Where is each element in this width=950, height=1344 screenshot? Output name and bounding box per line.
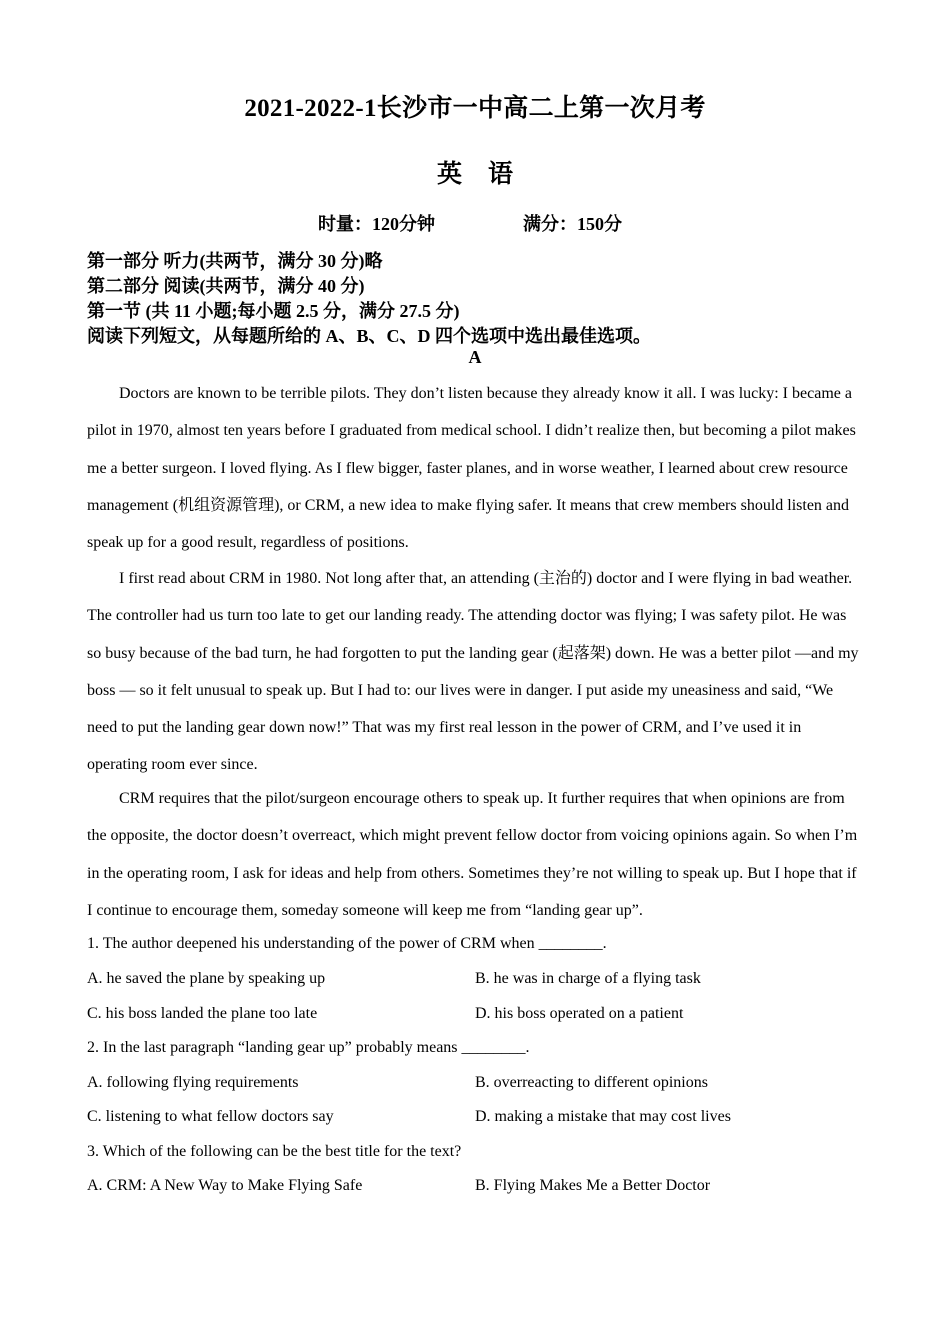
question-2-option-a: A. following flying requirements (87, 1074, 299, 1091)
question-3-option-a: A. CRM: A New Way to Make Flying Safe (87, 1177, 363, 1194)
question-2-option-c: C. listening to what fellow doctors say (87, 1108, 334, 1125)
paragraph-text: CRM requires that the pilot/surgeon encourage others to speak up. It further requires that when opinions are from the opposite, the doctor doesn’t overreact, which might prevent fellow doctor from voicing opinions again. So when I’m in the operating room, I ask for ideas and help from others. Sometimes they’re not willing to speak up. But I hope that if I continue to encourage them, someday someone will keep me from “landing gear up”. (87, 790, 858, 919)
passage-paragraph-2 (87, 560, 863, 784)
question-2-option-d: D. making a mistake that may cost lives (475, 1108, 731, 1125)
question-1-option-a: A. he saved the plane by speaking up (87, 970, 326, 987)
part1-heading: 第一部分 听力(共两节，满分 30 分)略 (87, 251, 383, 271)
full-score: 满分：150分 (523, 214, 622, 234)
question-3-option-b: B. Flying Makes Me a Better Doctor (475, 1177, 711, 1194)
section1-heading: 第一节 (共 11 小题;每小题 2.5 分，满分 27.5 分) (87, 301, 460, 321)
subject-char-1: 英 (436, 161, 462, 188)
question-2-option-b: B. overreacting to different opinions (475, 1074, 708, 1091)
exam-title: 2021-2022-1长沙市一中高二上第一次月考 (244, 95, 706, 122)
passage-letter: A (468, 347, 482, 367)
question-3-stem: 3. Which of the following can be the best title for the text? (87, 1143, 462, 1160)
question-1-stem: 1. The author deepened his understanding of the power of CRM when ________. (87, 935, 607, 952)
subject-char-2: 语 (488, 161, 514, 188)
paragraph-text: I first read about CRM in 1980. Not long after that, an attending (主治的) doctor and I were flying in bad weather. The controller had us turn too late to get our landing ready. The attending doctor was flying; I was safety pilot. He was so busy because of the bad turn, he had forgotten to put the landing gear (起落架) down. He was a better pilot —and my boss — so it felt unusual to speak up. But I had to: our lives were in danger. I put aside my uneasiness and said, “We need to put the landing gear down now!” That was my first real lesson in the power of CRM, and I’ve used it in operating room ever since. (87, 570, 859, 774)
question-2-stem: 2. In the last paragraph “landing gear up” probably means ________. (87, 1039, 530, 1056)
passage-paragraph-3 (87, 780, 863, 929)
part2-heading: 第二部分 阅读(共两节，满分 40 分) (87, 276, 365, 296)
question-1-option-d: D. his boss operated on a patient (475, 1005, 684, 1022)
question-1-option-c: C. his boss landed the plane too late (87, 1005, 318, 1022)
time-limit: 时量：120分钟 (318, 214, 435, 234)
question-1-option-b: B. he was in charge of a flying task (475, 970, 701, 987)
passage-paragraph-1 (87, 375, 863, 561)
directions: 阅读下列短文，从每题所给的 A、B、C、D 四个选项中选出最佳选项。 (87, 326, 651, 346)
paragraph-text: Doctors are known to be terrible pilots. They don’t listen because they already know it all. I was lucky: I became a pilot in 1970, almost ten years before I graduated from medical school. I didn’t realize then, but becoming a pilot makes me a better surgeon. I loved flying. As I flew bigger, faster planes, and in worse weather, I learned about crew resource management (机组资源管理), or CRM, a new idea to make flying safer. It means that crew members should listen and speak up for a good result, regardless of positions. (87, 385, 856, 552)
subject-heading (0, 154, 950, 190)
